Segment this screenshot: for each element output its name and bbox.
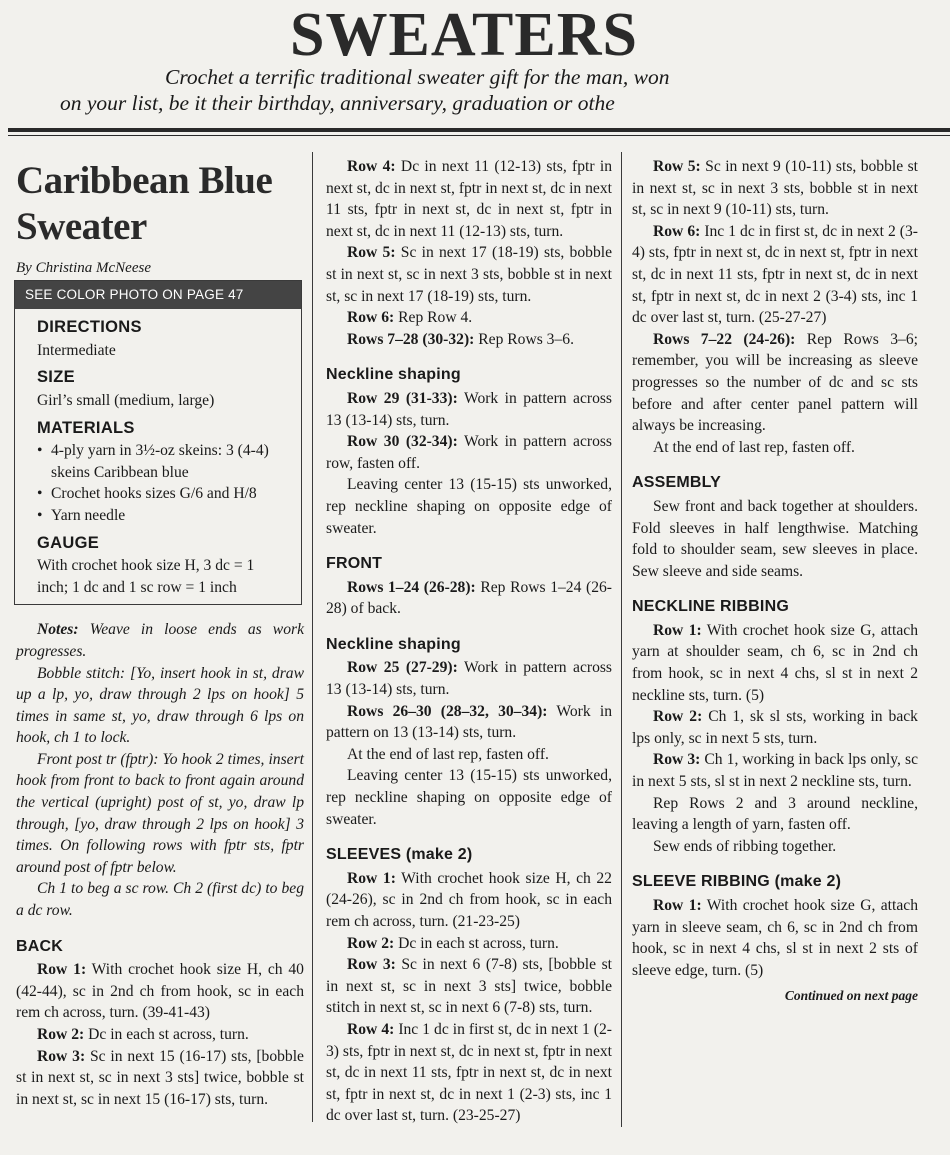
back-row-4: Row 4: Dc in next 11 (12-13) sts, fptr in next st, dc in next st, fptr in next st, dc in next 11 sts, fptr in next st, dc in next st, fptr in next st, dc in next 11 (12-13) sts, turn. [326,158,613,240]
continued-link[interactable]: Continued on next page [784,988,918,1004]
front-neckline-leave: Leaving center 13 (15-15) sts unworked, rep neckline shaping on opposite edge of sweater. [326,767,612,828]
back-neckline-row-29: Row 29 (31-33): Work in pattern across 13 (13-14) sts, turn. [326,389,612,429]
assembly-text: Sew front and back together at shoulders. Fold sleeves in half lengthwise. Matching fold to shoulder seam, sew sleeves in place. Sew sleeve and side seams. [632,497,918,580]
header-rule-thick [8,128,950,132]
back-row-5: Row 5: Sc in next 17 (18-19) sts, bobble st in next st, sc in next 3 sts, bobble st in next st, sc in next 17 (18-19) sts, turn. [326,244,612,305]
fptr-note: Front post tr (fptr): Yo hook 2 times, insert hook from front to back to front again around the vertical (upright) post of st, yo, draw lp through, [yo, draw through 2 lps on hook] 3 times. On following rows with fptr sts, fptr around post of fptr below. [16,750,304,876]
neckline-ribbing-sew: Sew ends of ribbing together. [653,837,837,855]
materials-list [37,440,287,526]
size-heading: SIZE [37,368,75,387]
gauge-text: With crochet hook size H, 3 dc = 1 inch; 1 dc and 1 sc row = 1 inch [37,557,255,596]
notes-label: Notes: [37,621,79,639]
section-subtitle [60,64,950,116]
byline: By Christina McNeese [16,260,151,276]
header-rule-thin [8,135,950,136]
notes-paragraph [16,619,304,662]
neckline-ribbing-row-1: Row 1: With crochet hook size G, attach yarn at shoulder seam, ch 6, sc in 2nd ch from hook, sc in next 4 chs, sl st in next 2 neckline sts, turn. (5) [632,621,918,704]
back-row-6: Row 6: Rep Row 4. [347,309,473,327]
front-neckline-end: At the end of last rep, fasten off. [347,745,549,763]
front-neckline-heading: Neckline shaping [326,635,461,653]
subtitle-line-2: on your list, be it their birthday, anniversary, graduation or othe [60,91,615,115]
neckline-ribbing-row-3: Row 3: Ch 1, working in back lps only, sc in next 5 sts, sl st in next 2 neckline sts, turn. [632,751,918,791]
masthead [0,0,950,125]
column-divider-2 [621,152,622,1127]
sleeves-row-4: Row 4: Inc 1 dc in first st, dc in next 1 (2-3) sts, fptr in next st, dc in next st, fptr in next st, dc in next 11 sts, fptr in next st, dc in next st, fptr in next st, dc in next 1 (2-3) sts, inc 1 dc over last st, turn. (23-25-27) [326,1020,612,1125]
column-3 [632,156,918,1007]
subtitle-line-1: Crochet a terrific traditional sweater gift for the man, won [165,65,670,89]
sleeves-row-2: Row 2: Dc in each st across, turn. [347,934,559,952]
materials-item: • Crochet hooks sizes G/6 and H/8 [49,483,287,505]
front-rows-1-24: Rows 1–24 (26-28): Rep Rows 1–24 (26-28) of back. [326,578,612,618]
info-box [14,280,302,606]
back-rows-7-28: Rows 7–28 (30-32): Rep Rows 3–6. [347,330,574,348]
sleeves-row-3: Row 3: Sc in next 6 (7-8) sts, [bobble st in next st, sc in next 3 sts] twice, bobble stitch in next st, sc in next 6 (7-8) sts, turn. [326,956,612,1017]
front-neckline-row-25: Row 25 (27-29): Work in pattern across 13 (13-14) sts, turn. [326,659,612,699]
sleeves-heading: SLEEVES (make 2) [326,846,473,864]
materials-item: • 4-ply yarn in 3½-oz skeins: 3 (4-4) skeins Caribbean blue [49,440,287,483]
back-neckline-row-30: Row 30 (32-34): Work in pattern across row, fasten off. [326,433,612,472]
size-text: Girl’s small (medium, large) [37,391,215,409]
info-box-body [15,309,301,604]
chain-note: Ch 1 to beg a sc row. Ch 2 (first dc) to beg a dc row. [16,880,304,920]
neckline-ribbing-row-2: Row 2: Ch 1, sk sl sts, working in back lps only, sc in next 5 sts, turn. [632,708,918,747]
sleeves-rows-7-22: Rows 7–22 (24-26): Rep Rows 3–6; remember, you will be increasing as sleeve progresses so the number of dc and sc sts before and after center panel pattern will always be increasing. [632,330,918,435]
sleeves-row-5: Row 5: Sc in next 9 (10-11) sts, bobble st in next st, sc in next 3 sts, bobble st in next st, sc in next 9 (10-11) sts, turn. [632,158,918,219]
back-heading: BACK [16,937,64,955]
neckline-ribbing-repeat: Rep Rows 2 and 3 around neckline, leaving a length of yarn, fasten off. [632,794,918,834]
notes-text: Weave in loose ends as work progresses. [16,621,304,660]
sleeves-row-1: Row 1: With crochet hook size H, ch 22 (24-26), sc in 2nd ch from hook, sc in each rem ch across, turn. (21-23-25) [326,869,612,930]
front-heading: FRONT [326,555,383,573]
sleeves-end: At the end of last rep, fasten off. [653,438,855,456]
column-divider-1 [312,152,313,1122]
assembly-heading: ASSEMBLY [632,474,722,492]
section-title: SWEATERS [290,1,638,69]
pattern-title: Caribbean Blue Sweater [16,159,273,248]
neckline-ribbing-heading: NECKLINE RIBBING [632,598,789,616]
back-row-2: Row 2: Dc in each st across, turn. [37,1026,249,1043]
materials-item: • Yarn needle [49,505,287,527]
column-2 [326,156,612,1127]
sleeve-ribbing-heading: SLEEVE RIBBING (make 2) [632,873,842,891]
directions-heading: DIRECTIONS [37,318,142,337]
column-1 [16,152,304,1110]
sleeves-row-6: Row 6: Inc 1 dc in first st, dc in next 2 (3-4) sts, fptr in next st, dc in next st, fptr in next st, dc in next 11 sts, fptr in next st, dc in next st, fptr in next st, dc in next 2 (3-4) sts, inc 1 dc over last st, turn. (25-27-27) [632,222,918,327]
materials-heading: MATERIALS [37,418,135,437]
sleeve-ribbing-row-1: Row 1: With crochet hook size G, attach yarn in sleeve seam, ch 6, sc in 2nd ch from hook, sc in next 4 chs, sl st in next 2 sts of sleeve edge, turn. (5) [632,897,918,979]
back-row-1: Row 1: With crochet hook size H, ch 40 (42-44), sc in 2nd ch from hook, sc in each rem ch across, turn. (39-41-43) [16,961,304,1022]
back-neckline-leave: Leaving center 13 (15-15) sts unworked, rep neckline shaping on opposite edge of sweater. [326,476,612,537]
back-row-3: Row 3: Sc in next 15 (16-17) sts, [bobble st in next st, sc in next 3 sts] twice, bobble st in next st, sc in next 15 (16-17) sts, turn. [16,1047,304,1108]
photo-reference-banner: SEE COLOR PHOTO ON PAGE 47 [15,281,301,310]
back-neckline-heading: Neckline shaping [326,366,461,384]
directions-text: Intermediate [37,341,116,359]
gauge-heading: GAUGE [37,533,100,552]
bobble-stitch-note: Bobble stitch: [Yo, insert hook in st, draw up a lp, yo, draw through 2 lps on hook] 5 times in same st, yo, draw through 6 lps on hook, ch 1 to lock. [16,664,304,747]
front-neckline-rows-26-30: Rows 26–30 (28–32, 30–34): Work in pattern on 13 (13-14) sts, turn. [326,702,612,742]
